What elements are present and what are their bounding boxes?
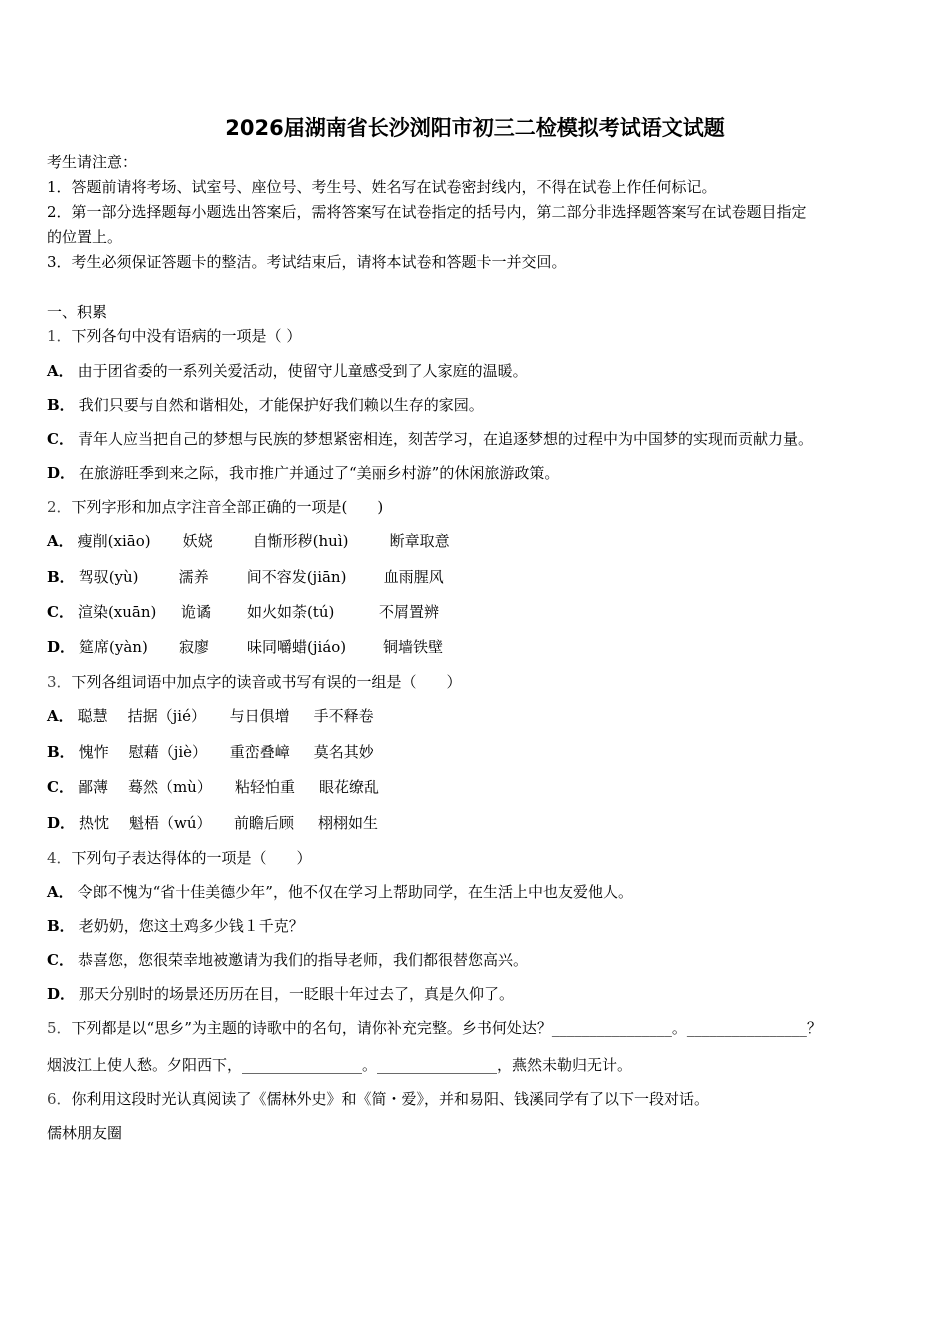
question-3-option-a[interactable] (47, 706, 374, 726)
question-text: 下列字形和加点字注音全部正确的一项是( ) (71, 498, 384, 516)
option-term: 不屑置辨 (378, 603, 439, 621)
option-term: 粘轻怕重 (234, 778, 295, 796)
option-text: 恭喜您，您很荣幸地被邀请为我们的指导老师，我们都很替您高兴。 (77, 951, 528, 969)
option-term: 手不释卷 (313, 707, 374, 725)
option-term: 眼花缭乱 (318, 778, 379, 796)
question-5-line-1 (47, 1018, 822, 1038)
question-2-option-d[interactable] (47, 637, 443, 657)
option-label: B． (47, 396, 75, 414)
option-term: 渲染(xuān) (77, 603, 157, 621)
option-label: A． (47, 883, 74, 901)
option-text: 令郎不愧为“省十佳美德少年”，他不仅在学习上帮助同学，在生活上中也友爱他人。 (77, 883, 633, 901)
notice-item-2: 2．第一部分选择题每小题选出答案后，需将答案写在试卷指定的括号内，第二部分非选择题答案写在试卷题目指定 (47, 203, 807, 221)
question-1-stem (47, 326, 301, 346)
option-label: C． (47, 951, 74, 969)
question-number: 3． (47, 673, 72, 691)
question-text: 下列各句中没有语病的一项是（ ） (71, 327, 302, 345)
option-term: 断章取意 (389, 532, 450, 550)
option-label: A． (47, 532, 74, 550)
question-4-option-a[interactable] (47, 882, 633, 902)
option-term: 莫名其妙 (313, 743, 374, 761)
option-term: 拮据（jié） (127, 707, 206, 725)
option-term: 筵席(yàn) (79, 638, 148, 656)
option-term: 慰藉（jiè） (128, 743, 208, 761)
option-term: 驾驭(yù) (78, 568, 139, 586)
option-text: 在旅游旺季到来之际，我市推广并通过了“美丽乡村游”的休闲旅游政策。 (79, 464, 560, 482)
option-term: 栩栩如生 (318, 814, 379, 832)
page-title: 2026届湖南省长沙浏阳市初三二检模拟考试语文试题 (225, 116, 725, 140)
option-term: 瘦削(xiāo) (77, 532, 151, 550)
option-label: C． (47, 430, 74, 448)
question-3-option-d[interactable] (47, 813, 378, 833)
option-label: A． (47, 707, 74, 725)
question-2-option-c[interactable] (47, 602, 439, 622)
option-text: 老奶奶，您这土鸡多少钱１千克？ (78, 917, 304, 935)
option-term: 寂廖 (179, 638, 210, 656)
question-4-option-c[interactable] (47, 950, 528, 970)
question-number: 6． (47, 1090, 72, 1108)
option-term: 鄙薄 (77, 778, 108, 796)
option-label: D． (47, 464, 76, 482)
question-3-stem (47, 672, 462, 692)
question-text: 下列各组词语中加点字的读音或书写有误的一组是（ ） (71, 673, 462, 691)
question-text: 你利用这段时光认真阅读了《儒林外史》和《简・爱》，并和易阳、钱溪同学有了以下一段对话。 (71, 1090, 710, 1108)
option-term: 愧怍 (78, 743, 109, 761)
question-1-option-b[interactable] (47, 395, 484, 415)
question-4-stem (47, 848, 312, 868)
option-label: D． (47, 814, 76, 832)
question-2-option-a[interactable] (47, 531, 450, 551)
option-label: D． (47, 985, 76, 1003)
option-label: B． (47, 917, 75, 935)
option-label: C． (47, 603, 74, 621)
question-2-stem (47, 497, 383, 517)
question-4-option-d[interactable] (47, 984, 514, 1004)
option-text: 我们只要与自然和谐相处，才能保护好我们赖以生存的家园。 (78, 396, 484, 414)
question-text: 下列句子表达得体的一项是（ ） (71, 849, 312, 867)
option-term: 濡养 (178, 568, 209, 586)
question-number: 5． (47, 1019, 72, 1037)
notice-item-3: 3．考生必须保证答题卡的整洁。考试结束后，请将本试卷和答题卡一并交回。 (47, 253, 567, 271)
question-3-option-c[interactable] (47, 777, 379, 797)
option-term: 妖娆 (182, 532, 213, 550)
option-term: 味同嚼蜡(jiáo) (247, 638, 347, 656)
section-heading: 一、积累 (47, 303, 108, 321)
option-term: 蓦然（mù） (127, 778, 212, 796)
option-term: 与日俱增 (229, 707, 290, 725)
option-term: 血雨腥风 (383, 568, 444, 586)
option-term: 前瞻后顾 (234, 814, 295, 832)
question-2-option-b[interactable] (47, 567, 444, 587)
option-term: 自惭形秽(huì) (252, 532, 349, 550)
option-text: 由于团省委的一系列关爱活动，使留守儿童感受到了人家庭的温暖。 (77, 362, 528, 380)
question-3-option-b[interactable] (47, 742, 374, 762)
option-term: 诡谲 (180, 603, 211, 621)
option-term: 魁梧（wú） (129, 814, 212, 832)
notice-item-1: 1．答题前请将考场、试室号、座位号、考生号、姓名写在试卷密封线内，不得在试卷上作任何标记。 (47, 178, 717, 196)
question-number: 4． (47, 849, 72, 867)
option-label: A． (47, 362, 74, 380)
question-number: 1． (47, 327, 72, 345)
option-term: 铜墙铁壁 (383, 638, 444, 656)
question-number: 2． (47, 498, 72, 516)
option-label: C． (47, 778, 74, 796)
option-text: 那天分别时的场景还历历在目，一眨眼十年过去了，真是久仰了。 (79, 985, 515, 1003)
option-term: 重峦叠嶂 (229, 743, 290, 761)
option-text: 青年人应当把自己的梦想与民族的梦想紧密相连，刻苦学习，在追逐梦想的过程中为中国梦的实现而贡献力量。 (77, 430, 813, 448)
question-5-line-2: 烟波江上使人愁。夕阳西下，________________。________________，燕然未勒归无计。 (47, 1056, 633, 1074)
option-label: D． (47, 638, 76, 656)
option-term: 间不容发(jiān) (246, 568, 347, 586)
question-4-option-b[interactable] (47, 916, 304, 936)
option-label: B． (47, 568, 75, 586)
question-1-option-c[interactable] (47, 429, 813, 449)
question-1-option-d[interactable] (47, 463, 559, 483)
question-6-stem (47, 1089, 709, 1109)
notice-heading: 考生请注意： (47, 153, 138, 171)
question-6-subheading: 儒林朋友圈 (47, 1124, 123, 1142)
question-text: 下列都是以“思乡”为主题的诗歌中的名句，请你补充完整。乡书何处达？________________。________________？ (71, 1019, 822, 1037)
option-label: B． (47, 743, 75, 761)
notice-item-2-cont: 的位置上。 (47, 228, 123, 246)
question-1-option-a[interactable] (47, 361, 528, 381)
option-term: 聪慧 (77, 707, 108, 725)
option-term: 热忱 (79, 814, 110, 832)
option-term: 如火如荼(tú) (246, 603, 335, 621)
